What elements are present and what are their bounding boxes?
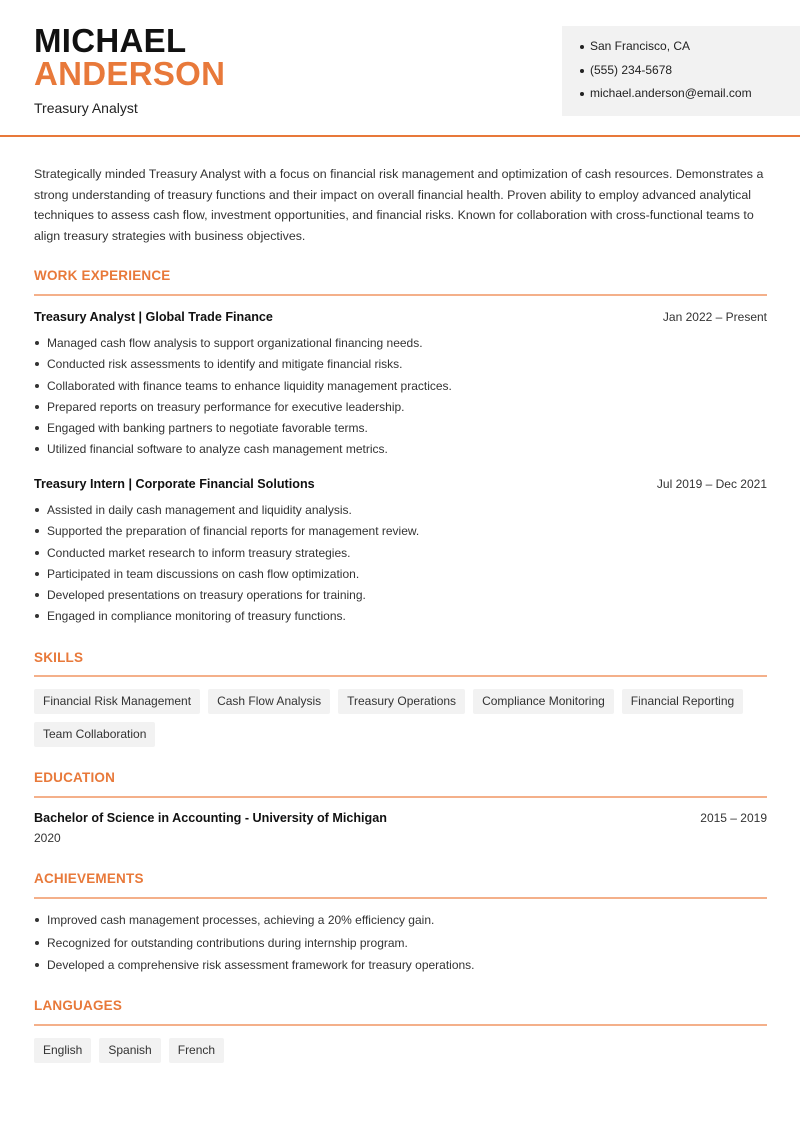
contact-box (562, 26, 800, 116)
achievement-bullets (34, 912, 475, 980)
section-title-work: WORK EXPERIENCE (34, 268, 171, 283)
list-item: Managed cash flow analysis to support organizational financing needs. (34, 335, 452, 356)
job-heading (34, 477, 767, 491)
list-item: Engaged in compliance monitoring of treasury functions. (34, 608, 419, 629)
skills-tags (34, 689, 767, 747)
section-divider (34, 1024, 767, 1026)
list-item: Recognized for outstanding contributions during internship program. (34, 935, 475, 958)
skill-tag: Cash Flow Analysis (208, 689, 330, 714)
skill-tag: Financial Reporting (622, 689, 743, 714)
list-item: Supported the preparation of financial reports for management review. (34, 523, 419, 544)
education-dates: 2015 – 2019 (700, 811, 767, 825)
job-role: Treasury Analyst | Global Trade Finance (34, 310, 273, 324)
list-item: Developed a comprehensive risk assessment framework for treasury operations. (34, 957, 475, 980)
list-item: Participated in team discussions on cash flow optimization. (34, 566, 419, 587)
contact-phone: (555) 234-5678 (580, 63, 800, 87)
language-tag: English (34, 1038, 91, 1063)
last-name: ANDERSON (34, 55, 226, 92)
section-divider (34, 294, 767, 296)
list-item: Conducted risk assessments to identify and mitigate financial risks. (34, 356, 452, 377)
section-divider (34, 897, 767, 899)
list-item: Engaged with banking partners to negotiate favorable terms. (34, 420, 452, 441)
list-item: Assisted in daily cash management and liquidity analysis. (34, 502, 419, 523)
job-bullets (34, 335, 452, 463)
skill-tag: Team Collaboration (34, 722, 155, 747)
education-degree: Bachelor of Science in Accounting - University of Michigan (34, 811, 387, 825)
section-divider (34, 796, 767, 798)
job-heading (34, 310, 767, 324)
contact-location: San Francisco, CA (580, 39, 800, 63)
resume-header (0, 0, 800, 137)
skill-tag: Compliance Monitoring (473, 689, 614, 714)
section-title-achievements: ACHIEVEMENTS (34, 871, 144, 886)
job-role: Treasury Intern | Corporate Financial Solutions (34, 477, 315, 491)
contact-email[interactable]: michael.anderson@email.com (580, 86, 800, 110)
list-item: Prepared reports on treasury performance for executive leadership. (34, 399, 452, 420)
job-dates: Jul 2019 – Dec 2021 (656, 477, 767, 491)
list-item: Conducted market research to inform treasury strategies. (34, 545, 419, 566)
job-dates: Jan 2022 – Present (662, 310, 767, 324)
first-name: MICHAEL (34, 22, 187, 59)
list-item: Improved cash management processes, achieving a 20% efficiency gain. (34, 912, 475, 935)
skill-tag: Financial Risk Management (34, 689, 200, 714)
list-item: Utilized financial software to analyze cash management metrics. (34, 441, 452, 462)
education-heading (34, 811, 767, 825)
list-item: Developed presentations on treasury operations for training. (34, 587, 419, 608)
section-title-languages: LANGUAGES (34, 998, 123, 1013)
job-title: Treasury Analyst (34, 100, 138, 116)
section-title-skills: SKILLS (34, 650, 84, 665)
skill-tag: Treasury Operations (338, 689, 465, 714)
summary: Strategically minded Treasury Analyst with a focus on financial risk management and optimization of cash resources. Demonstrates a strong understanding of treasury functions and their impact on overall financial health. Proven ability to employ advanced analytical techniques to assess cash flow, investment opportunities, and financial risks. Known for collaboration with cross-functional teams to align treasury strategies with business objectives. (34, 167, 764, 244)
section-title-education: EDUCATION (34, 770, 116, 785)
section-divider (34, 675, 767, 677)
language-tag: Spanish (99, 1038, 160, 1063)
list-item: Collaborated with finance teams to enhance liquidity management practices. (34, 378, 452, 399)
language-tag: French (169, 1038, 224, 1063)
job-bullets (34, 502, 419, 630)
education-year: 2020 (34, 831, 61, 845)
language-tags (34, 1038, 767, 1063)
